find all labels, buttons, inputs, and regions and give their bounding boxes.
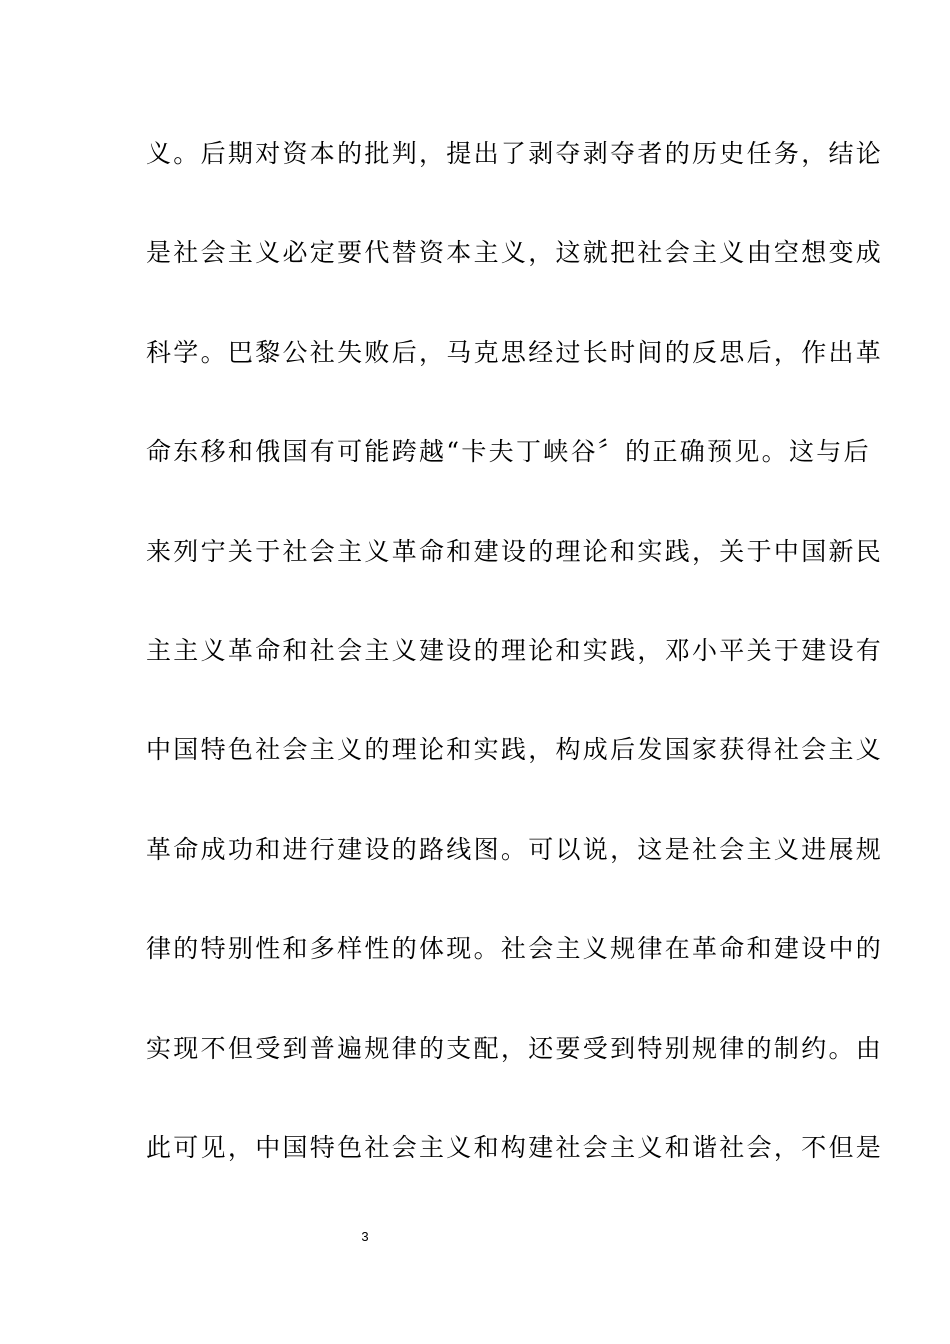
body-text-line: 命东移和俄国有可能跨越“卡夫丁峡谷〞的正确预见。这与后 xyxy=(146,437,871,466)
body-text-line: 实现不但受到普遍规律的支配，还要受到特别规律的制约。由 xyxy=(146,1034,884,1063)
body-text-line: 来列宁关于社会主义革命和建设的理论和实践，关于中国新民 xyxy=(146,537,884,566)
body-text-line: 中国特色社会主义的理论和实践，构成后发国家获得社会主义 xyxy=(146,735,884,764)
body-text-line: 科学。巴黎公社失败后，马克思经过长时间的反思后，作出革 xyxy=(146,338,884,367)
body-text-line: 义。后期对资本的批判，提出了剥夺剥夺者的历史任务，结论 xyxy=(146,139,884,168)
body-text-line: 革命成功和进行建设的路线图。可以说，这是社会主义进展规 xyxy=(146,835,884,864)
page-number: 3 xyxy=(361,1229,369,1244)
body-text-line: 是社会主义必定要代替资本主义，这就把社会主义由空想变成 xyxy=(146,238,884,267)
body-text-line: 此可见，中国特色社会主义和构建社会主义和谐社会，不但是 xyxy=(146,1133,884,1162)
body-text-line: 主主义革命和社会主义建设的理论和实践，邓小平关于建设有 xyxy=(146,636,884,665)
body-text-line: 律的特别性和多样性的体现。社会主义规律在革命和建设中的 xyxy=(146,934,884,963)
